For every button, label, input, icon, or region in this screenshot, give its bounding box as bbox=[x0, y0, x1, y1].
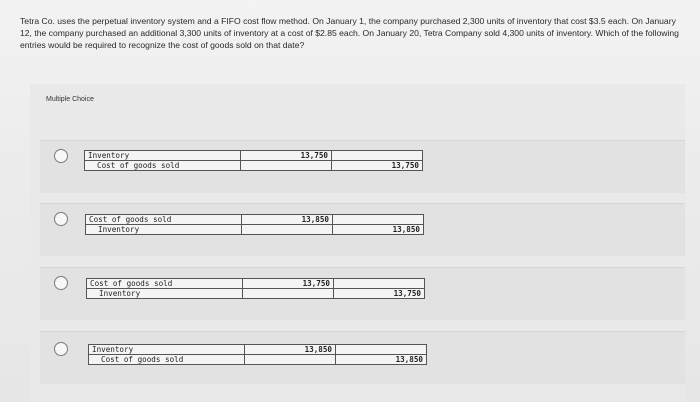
credit-amount-empty bbox=[334, 279, 425, 289]
debit-amount: 13,750 bbox=[241, 151, 332, 161]
answer-option-2[interactable] bbox=[40, 203, 685, 256]
credit-row bbox=[86, 225, 424, 235]
credit-account: Inventory bbox=[87, 289, 243, 299]
debit-amount-empty bbox=[242, 225, 333, 235]
debit-account: Inventory bbox=[85, 151, 241, 161]
debit-amount-empty bbox=[241, 161, 332, 171]
debit-amount-empty bbox=[243, 289, 334, 299]
credit-row bbox=[85, 161, 423, 171]
debit-amount: 13,850 bbox=[242, 215, 333, 225]
credit-amount: 13,750 bbox=[334, 289, 425, 299]
debit-row bbox=[89, 345, 427, 355]
answer-option-4[interactable] bbox=[40, 331, 685, 384]
credit-row bbox=[87, 289, 425, 299]
journal-entry-3 bbox=[86, 278, 425, 299]
debit-row bbox=[85, 151, 423, 161]
debit-account: Cost of goods sold bbox=[86, 215, 242, 225]
radio-button-3[interactable] bbox=[54, 276, 68, 290]
credit-amount-empty bbox=[332, 151, 423, 161]
credit-amount: 13,850 bbox=[336, 355, 427, 365]
credit-amount: 13,850 bbox=[333, 225, 424, 235]
credit-account: Inventory bbox=[86, 225, 242, 235]
radio-button-2[interactable] bbox=[54, 212, 68, 226]
question-text: Tetra Co. uses the perpetual inventory system and a FIFO cost flow method. On January 1, the company purchased 2,300 units of inventory that cost $3.5 each. On January 12, the company purchased an additional 3,300 units of inventory at a cost of $2.85 each. On January 20, Tetra Company sold 4,300 units of inventory. Which of the following entries would be required to recognize the cost of goods sold on that date? bbox=[20, 16, 679, 50]
journal-entry-1 bbox=[84, 150, 423, 171]
debit-row bbox=[86, 215, 424, 225]
radio-button-1[interactable] bbox=[54, 149, 68, 163]
debit-row bbox=[87, 279, 425, 289]
credit-account: Cost of goods sold bbox=[89, 355, 245, 365]
debit-amount: 13,850 bbox=[245, 345, 336, 355]
credit-account: Cost of goods sold bbox=[85, 161, 241, 171]
credit-amount: 13,750 bbox=[332, 161, 423, 171]
answer-option-3[interactable] bbox=[40, 267, 685, 320]
debit-amount-empty bbox=[245, 355, 336, 365]
journal-entry-2 bbox=[85, 214, 424, 235]
radio-button-4[interactable] bbox=[54, 342, 68, 356]
debit-account: Cost of goods sold bbox=[87, 279, 243, 289]
credit-row bbox=[89, 355, 427, 365]
debit-amount: 13,750 bbox=[243, 279, 334, 289]
credit-amount-empty bbox=[336, 345, 427, 355]
debit-account: Inventory bbox=[89, 345, 245, 355]
credit-amount-empty bbox=[333, 215, 424, 225]
answer-option-1[interactable] bbox=[40, 140, 685, 193]
journal-entry-4 bbox=[88, 344, 427, 365]
multiple-choice-label: Multiple Choice bbox=[46, 96, 94, 103]
